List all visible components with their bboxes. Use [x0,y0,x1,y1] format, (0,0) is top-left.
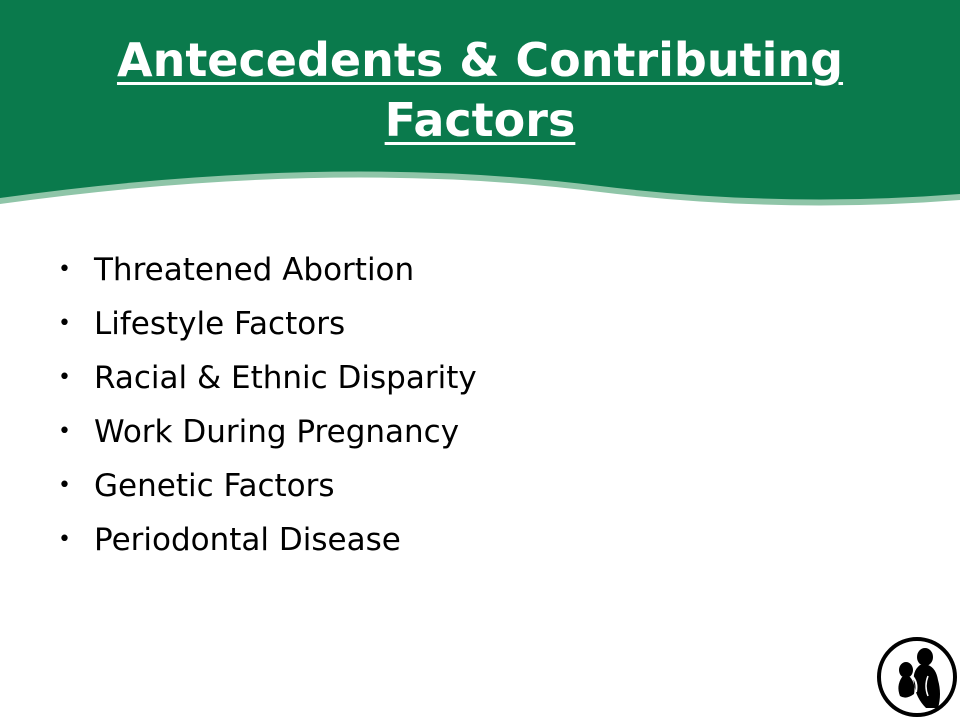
bullet-text: Lifestyle Factors [94,306,346,342]
bullet-item [58,513,477,567]
bullet-item [58,405,477,459]
mother-and-child-logo-icon [876,636,958,718]
bullet-text: Racial & Ethnic Disparity [94,360,477,396]
bullet-icon: • [58,473,71,498]
bullet-item [58,459,477,513]
bullet-item [58,243,477,297]
bullet-icon: • [58,419,71,444]
slide-title-line-2: Factors [384,93,576,147]
bullet-item [58,297,477,351]
bullet-icon: • [58,257,71,282]
bullet-text: Periodontal Disease [94,522,401,558]
bullet-item [58,351,477,405]
slide-title [0,30,960,150]
bullet-icon: • [58,311,71,336]
slide-title-line-1: Antecedents & Contributing [116,33,844,87]
bullet-icon: • [58,365,71,390]
bullet-text: Threatened Abortion [94,252,415,288]
bullet-list [58,243,477,567]
bullet-icon: • [58,527,71,552]
bullet-text: Genetic Factors [94,468,335,504]
bullet-text: Work During Pregnancy [94,414,460,450]
